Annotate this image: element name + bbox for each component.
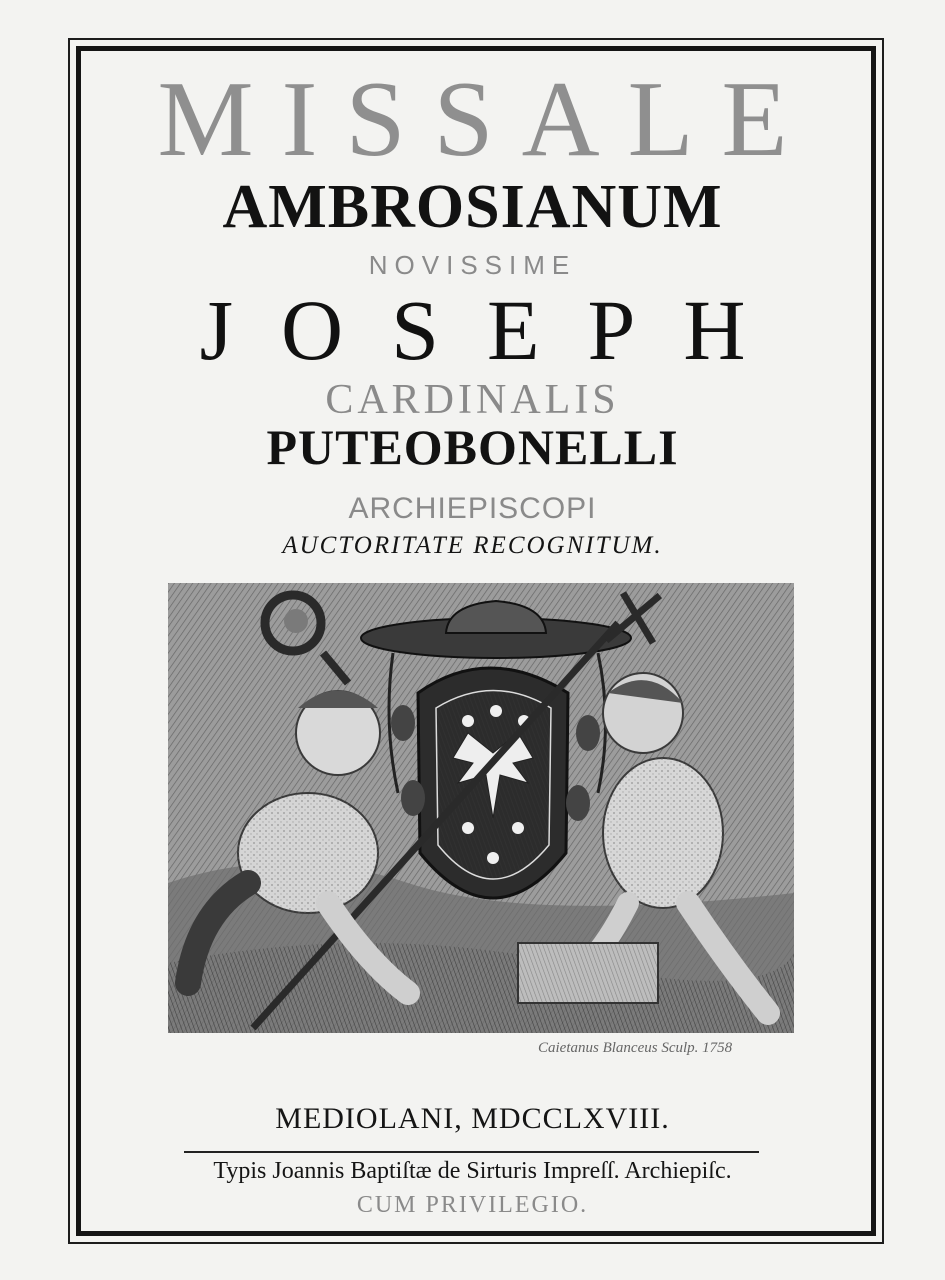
name-puteobonelli: PUTEOBONELLI bbox=[266, 419, 679, 475]
subtitle-novissime: NOVISSIME bbox=[368, 250, 577, 280]
imprint-place-date: MEDIOLANI, MDCCLXVIII. bbox=[275, 1102, 670, 1135]
printer-line: Typis Joannis Baptiſtæ de Sirturis Impreſſ. Archiepiſc. bbox=[213, 1158, 732, 1184]
rank-archiepiscopi: ARCHIEPISCOPI bbox=[348, 492, 597, 525]
rank-cardinalis: CARDINALIS bbox=[325, 377, 620, 423]
name-joseph: JOSEPH bbox=[199, 282, 794, 378]
pedestal-icon bbox=[518, 943, 658, 1003]
privilege-line: CUM PRIVILEGIO. bbox=[356, 1192, 589, 1218]
title-ambrosianum: AMBROSIANUM bbox=[222, 173, 723, 241]
title-missale: MISSALE bbox=[157, 60, 816, 179]
divider-rule bbox=[184, 1151, 759, 1153]
coat-of-arms-engraving bbox=[168, 583, 794, 1033]
engraver-signature: Caietanus Blanceus Sculp. 1758 bbox=[538, 1040, 733, 1056]
authority-line: AUCTORITATE RECOGNITUM. bbox=[282, 532, 663, 559]
